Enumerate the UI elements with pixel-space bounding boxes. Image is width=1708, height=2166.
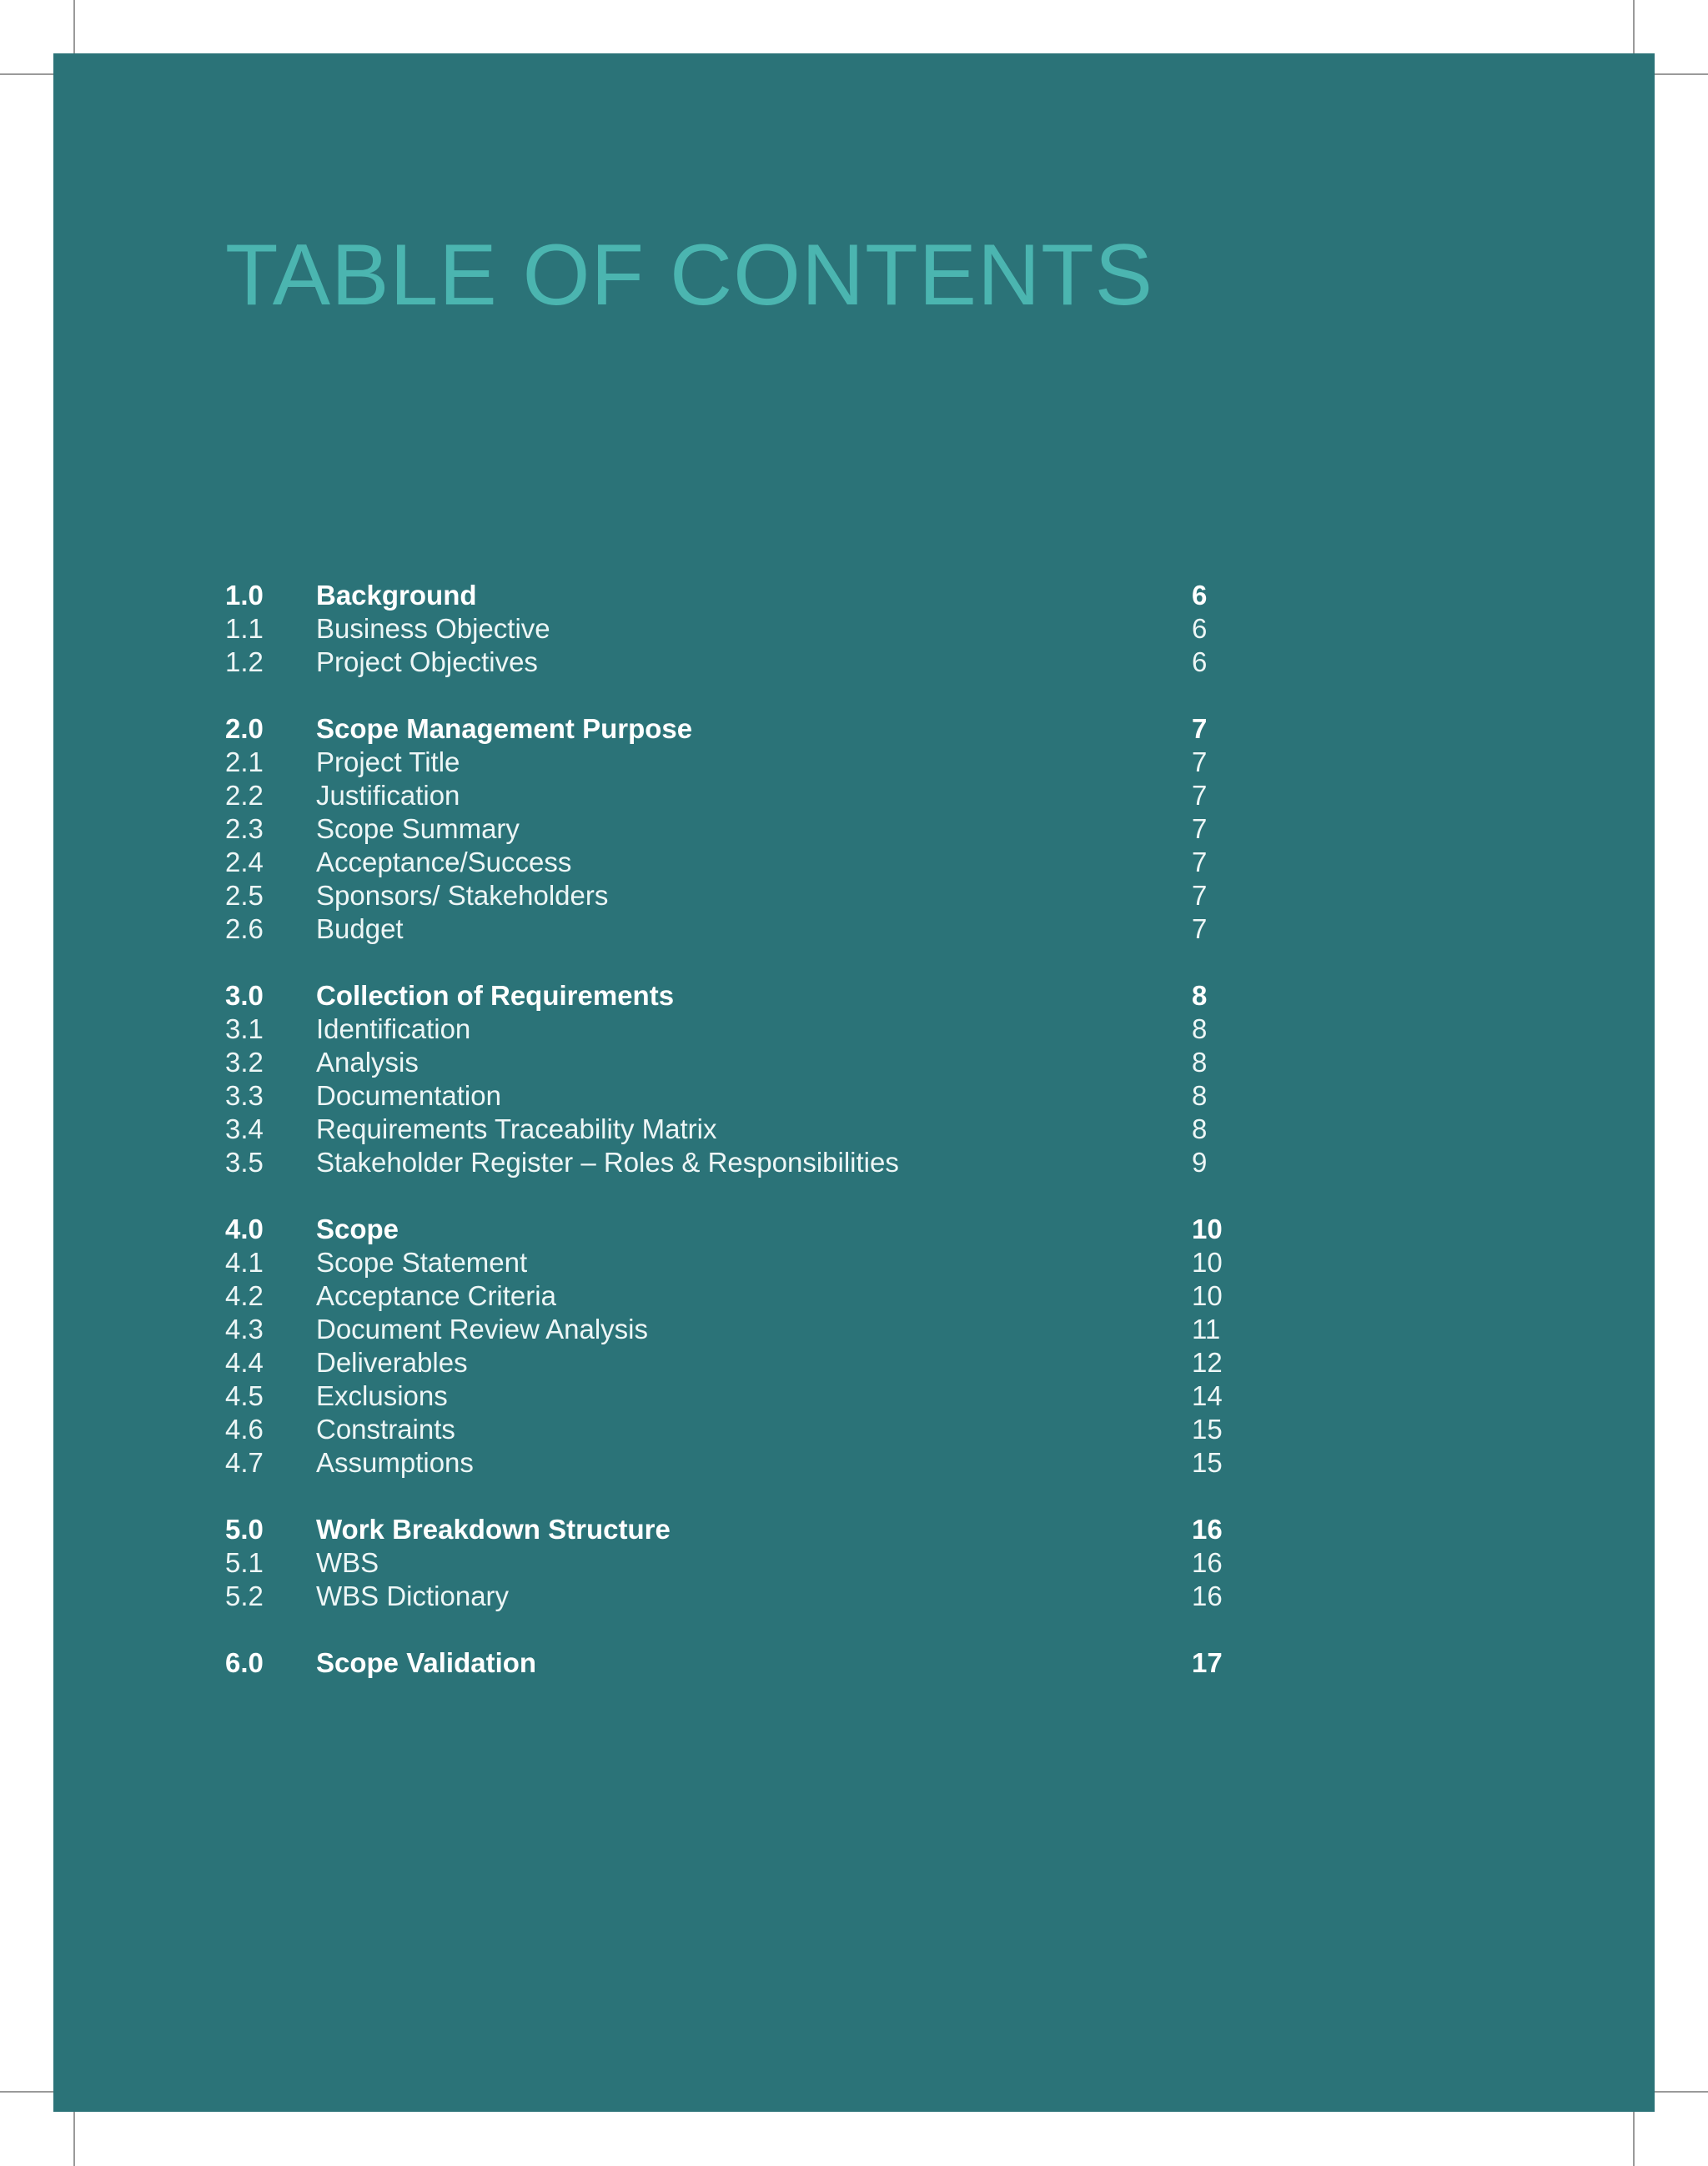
toc-entry-label: Justification (316, 780, 460, 811)
toc-entry-number: 3.4 (225, 1113, 264, 1144)
toc-entry-page-number: 14 (1192, 1380, 1223, 1411)
toc-entry-page-number: 10 (1192, 1280, 1223, 1311)
toc-entry-page-number: 8 (1192, 1047, 1208, 1078)
toc-entry-number: 4.0 (225, 1214, 264, 1244)
toc-entry-number: 4.2 (225, 1280, 264, 1311)
toc-entry-page-number: 6 (1192, 646, 1208, 677)
toc-entry-label: WBS (316, 1547, 379, 1578)
toc-subsection-entry[interactable] (225, 1046, 1226, 1079)
toc-entry-number: 5.0 (225, 1514, 264, 1545)
toc-section (225, 1646, 1226, 1680)
toc-subsection-entry[interactable] (225, 612, 1226, 646)
toc-entry-number: 4.4 (225, 1347, 264, 1378)
toc-entry-label: Business Objective (316, 613, 550, 644)
toc-entry-number: 3.5 (225, 1147, 264, 1178)
toc-entry-page-number: 15 (1192, 1447, 1223, 1478)
toc-subsection-entry[interactable] (225, 1113, 1226, 1146)
toc-section-heading[interactable] (225, 1513, 1226, 1546)
toc-entry-label: Scope Summary (316, 813, 520, 844)
toc-entry-label: Scope Validation (316, 1647, 537, 1678)
toc-entry-page-number: 16 (1192, 1514, 1223, 1545)
toc-entry-page-number: 8 (1192, 1113, 1208, 1144)
toc-entry-number: 2.5 (225, 880, 264, 911)
toc-entry-number: 1.1 (225, 613, 264, 644)
crop-mark-top-right-h (1648, 73, 1708, 75)
toc-entry-label: Stakeholder Register – Roles & Responsibilities (316, 1147, 899, 1178)
toc-entry-label: Background (316, 580, 477, 611)
toc-entry-page-number: 7 (1192, 713, 1208, 744)
toc-entry-label: Scope Management Purpose (316, 713, 693, 744)
toc-section (225, 1513, 1226, 1613)
toc-entry-label: Project Objectives (316, 646, 538, 677)
crop-mark-top-right-v (1633, 0, 1635, 60)
toc-entry-number: 4.7 (225, 1447, 264, 1478)
toc-subsection-entry[interactable] (225, 846, 1226, 879)
crop-mark-top-left-v (73, 0, 75, 60)
toc-entry-number: 2.0 (225, 713, 264, 744)
toc-subsection-entry[interactable] (225, 746, 1226, 779)
toc-entry-number: 5.2 (225, 1581, 264, 1611)
crop-mark-bottom-left-h (0, 2091, 60, 2093)
toc-entry-number: 1.2 (225, 646, 264, 677)
toc-section-heading[interactable] (225, 979, 1226, 1013)
toc-subsection-entry[interactable] (225, 1446, 1226, 1480)
toc-entry-label: Budget (316, 913, 404, 944)
toc-section-heading[interactable] (225, 712, 1226, 746)
toc-entry-page-number: 8 (1192, 980, 1208, 1011)
toc-entry-label: Document Review Analysis (316, 1314, 648, 1344)
toc-entry-page-number: 9 (1192, 1147, 1208, 1178)
toc-subsection-entry[interactable] (225, 1380, 1226, 1413)
toc-entry-label: Collection of Requirements (316, 980, 675, 1011)
toc-entry-number: 1.0 (225, 580, 264, 611)
toc-entry-page-number: 12 (1192, 1347, 1223, 1378)
toc-entry-label: Constraints (316, 1414, 455, 1445)
toc-entry-label: Assumptions (316, 1447, 474, 1478)
toc-entry-label: Sponsors/ Stakeholders (316, 880, 609, 911)
toc-subsection-entry[interactable] (225, 912, 1226, 946)
toc-entry-label: Scope (316, 1214, 399, 1244)
crop-mark-bottom-left-v (73, 2106, 75, 2166)
toc-entry-number: 3.1 (225, 1013, 264, 1044)
toc-section (225, 712, 1226, 946)
table-of-contents (225, 579, 1226, 1713)
page-title: TABLE OF CONTENTS (225, 227, 1153, 324)
toc-entry-page-number: 7 (1192, 813, 1208, 844)
toc-subsection-entry[interactable] (225, 1546, 1226, 1580)
toc-entry-page-number: 15 (1192, 1414, 1223, 1445)
toc-entry-page-number: 10 (1192, 1214, 1223, 1244)
toc-entry-label: Work Breakdown Structure (316, 1514, 671, 1545)
toc-section-heading[interactable] (225, 1646, 1226, 1680)
toc-entry-page-number: 6 (1192, 613, 1208, 644)
toc-entry-label: Scope Statement (316, 1247, 528, 1278)
toc-section (225, 1213, 1226, 1480)
toc-subsection-entry[interactable] (225, 1146, 1226, 1179)
toc-subsection-entry[interactable] (225, 1413, 1226, 1446)
toc-entry-number: 2.2 (225, 780, 264, 811)
toc-entry-label: Acceptance/Success (316, 847, 572, 877)
toc-entry-label: Deliverables (316, 1347, 468, 1378)
toc-entry-label: Project Title (316, 746, 460, 777)
toc-entry-label: Exclusions (316, 1380, 448, 1411)
toc-section-heading[interactable] (225, 1213, 1226, 1246)
crop-mark-bottom-right-v (1633, 2106, 1635, 2166)
toc-entry-label: Identification (316, 1013, 471, 1044)
toc-entry-label: WBS Dictionary (316, 1581, 510, 1611)
toc-section (225, 979, 1226, 1179)
toc-entry-page-number: 7 (1192, 780, 1208, 811)
toc-section-heading[interactable] (225, 579, 1226, 612)
crop-mark-bottom-right-h (1648, 2091, 1708, 2093)
toc-entry-page-number: 7 (1192, 746, 1208, 777)
toc-section (225, 579, 1226, 679)
toc-entry-page-number: 10 (1192, 1247, 1223, 1278)
toc-subsection-entry[interactable] (225, 1580, 1226, 1613)
toc-entry-page-number: 8 (1192, 1080, 1208, 1111)
toc-subsection-entry[interactable] (225, 779, 1226, 812)
toc-entry-page-number: 11 (1192, 1314, 1221, 1344)
toc-subsection-entry[interactable] (225, 879, 1226, 912)
toc-entry-label: Requirements Traceability Matrix (316, 1113, 717, 1144)
toc-entry-number: 3.0 (225, 980, 264, 1011)
toc-entry-page-number: 17 (1192, 1647, 1223, 1678)
toc-entry-page-number: 7 (1192, 880, 1208, 911)
toc-entry-label: Acceptance Criteria (316, 1280, 556, 1311)
toc-entry-page-number: 7 (1192, 847, 1208, 877)
toc-entry-number: 2.4 (225, 847, 264, 877)
toc-entry-page-number: 8 (1192, 1013, 1208, 1044)
toc-subsection-entry[interactable] (225, 1279, 1226, 1313)
toc-entry-number: 4.5 (225, 1380, 264, 1411)
toc-entry-number: 4.6 (225, 1414, 264, 1445)
toc-subsection-entry[interactable] (225, 1079, 1226, 1113)
toc-entry-number: 4.3 (225, 1314, 264, 1344)
toc-subsection-entry[interactable] (225, 812, 1226, 846)
toc-entry-number: 4.1 (225, 1247, 264, 1278)
toc-entry-number: 3.3 (225, 1080, 264, 1111)
toc-entry-number: 2.3 (225, 813, 264, 844)
toc-entry-page-number: 16 (1192, 1547, 1223, 1578)
toc-entry-label: Analysis (316, 1047, 419, 1078)
toc-subsection-entry[interactable] (225, 646, 1226, 679)
toc-subsection-entry[interactable] (225, 1346, 1226, 1380)
crop-mark-top-left-h (0, 73, 60, 75)
toc-subsection-entry[interactable] (225, 1313, 1226, 1346)
toc-entry-page-number: 16 (1192, 1581, 1223, 1611)
toc-entry-number: 5.1 (225, 1547, 264, 1578)
toc-entry-page-number: 6 (1192, 580, 1208, 611)
toc-entry-number: 3.2 (225, 1047, 264, 1078)
toc-entry-number: 6.0 (225, 1647, 264, 1678)
toc-entry-number: 2.6 (225, 913, 264, 944)
toc-entry-page-number: 7 (1192, 913, 1208, 944)
toc-subsection-entry[interactable] (225, 1013, 1226, 1046)
toc-entry-number: 2.1 (225, 746, 264, 777)
toc-subsection-entry[interactable] (225, 1246, 1226, 1279)
toc-entry-label: Documentation (316, 1080, 501, 1111)
